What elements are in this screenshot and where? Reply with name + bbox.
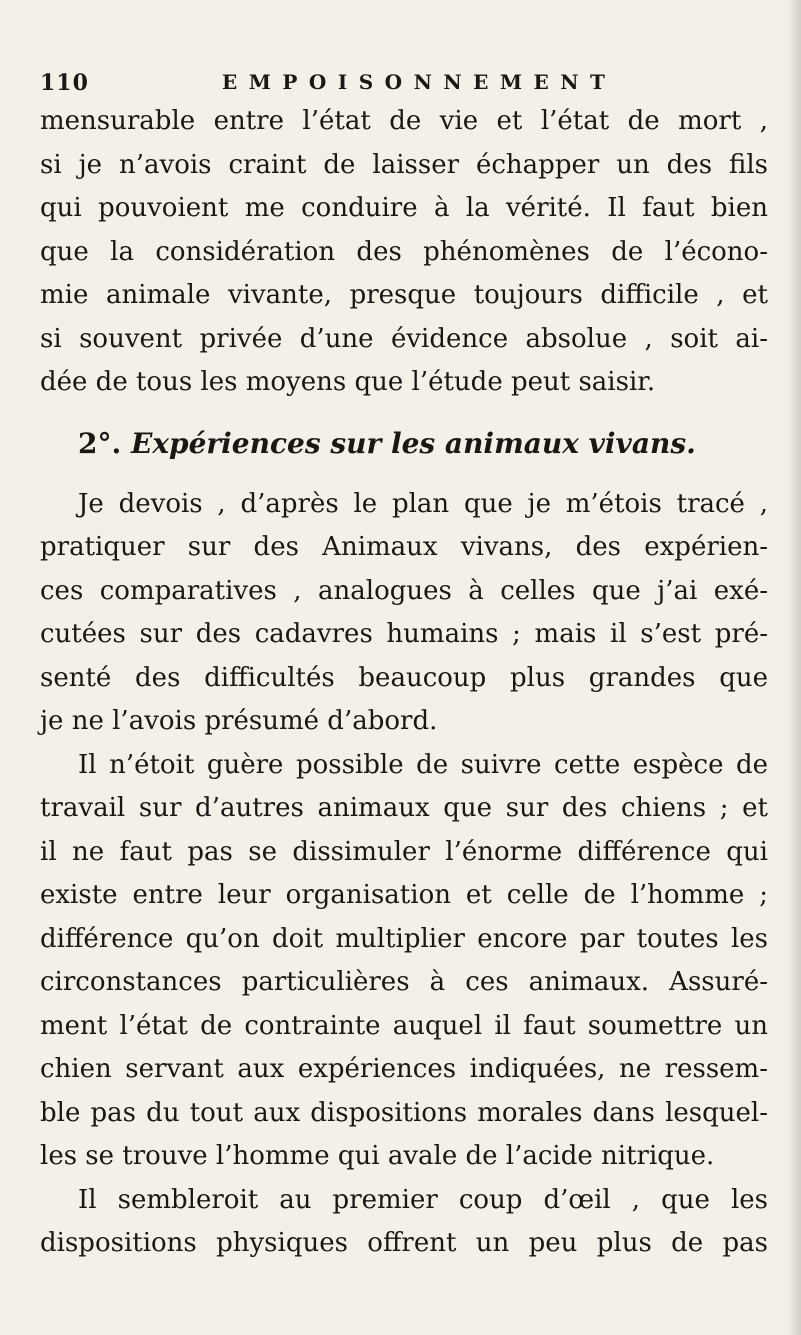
text-line: Il sembleroit au premier coup d’œil , que les [78, 1184, 768, 1215]
text-line: si souvent privée d’une évidence absolue , soit ai- [40, 323, 768, 354]
page-edge-shadow [787, 0, 801, 1335]
text-line: il ne faut pas se dissimuler l’énorme différence qui [40, 836, 768, 867]
text-line: mensurable entre l’état de vie et l’état de mort , [40, 106, 768, 136]
paragraph-2 [40, 483, 768, 744]
text-line: chien servant aux expériences indiquées, ne ressem- [40, 1054, 768, 1084]
text-line: qui pouvoient me conduire à la vérité. Il faut bien [40, 193, 768, 223]
page-number: 110 [40, 70, 89, 96]
section-title: Expériences sur les animaux vivans. [130, 426, 696, 460]
text-line: travail sur d’autres animaux que sur des chiens ; et [40, 793, 768, 823]
text-line: ble pas du tout aux dispositions morales dans lesquel- [40, 1097, 768, 1128]
paragraph-3 [40, 744, 768, 1179]
text-line: mie animale vivante, presque toujours difficile , et [40, 280, 768, 310]
text-line: différence qu’on doit multiplier encore par toutes les [40, 923, 768, 954]
text-line: Il n’étoit guère possible de suivre cette espèce de [78, 749, 768, 780]
text-line: pratiquer sur des Animaux vivans, des expérien- [40, 532, 768, 562]
text-line: circonstances particulières à ces animaux. Assuré- [40, 967, 768, 997]
section-number: 2°. [78, 426, 122, 460]
section-heading [40, 409, 768, 479]
paragraph-1 [40, 100, 768, 405]
text-line: dée de tous les moyens que l’étude peut saisir. [40, 367, 656, 397]
text-line: dispositions physiques offrent un peu plus de pas [40, 1228, 768, 1258]
page-header [40, 70, 770, 98]
text-line: cutées sur des cadavres humains ; mais il s’est pré- [40, 619, 768, 649]
paragraph-4 [40, 1179, 768, 1266]
body-text [40, 100, 768, 1266]
text-line: les se trouve l’homme qui avale de l’acide nitrique. [40, 1141, 715, 1171]
text-line: senté des difficultés beaucoup plus grandes que [40, 662, 768, 693]
text-line: je ne l’avois présumé d’abord. [40, 706, 438, 736]
running-head: EMPOISONNEMENT [222, 70, 617, 94]
text-line: ces comparatives , analogues à celles que j’ai exé- [40, 575, 768, 606]
text-line: ment l’état de contrainte auquel il faut soumettre un [40, 1010, 768, 1041]
text-line: existe entre leur organisation et celle de l’homme ; [40, 880, 768, 910]
text-line: si je n’avois craint de laisser échapper un des fils [40, 149, 768, 180]
text-line: Je devois , d’après le plan que je m’étois tracé , [78, 488, 768, 519]
text-line: que la considération des phénomènes de l’écono- [40, 236, 768, 267]
